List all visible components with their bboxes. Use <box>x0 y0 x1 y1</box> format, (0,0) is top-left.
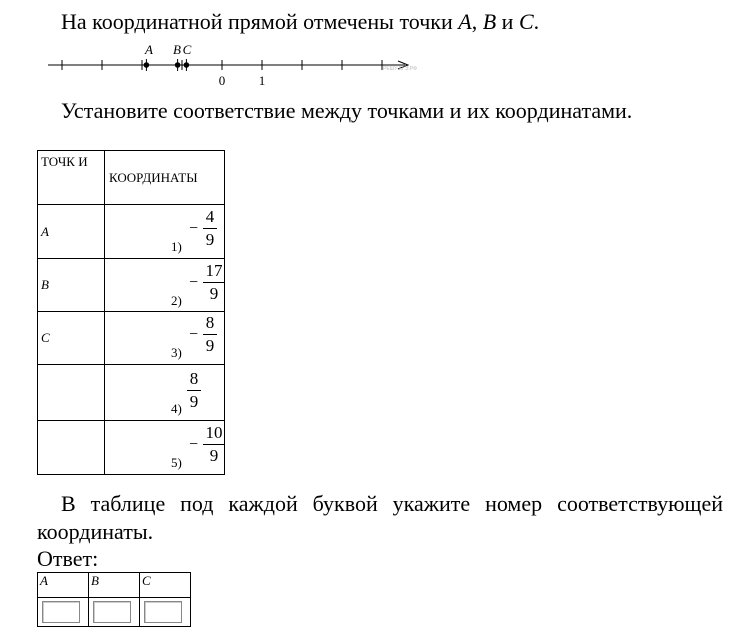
point-c <box>184 62 190 68</box>
header-points: ТОЧК И <box>38 151 105 205</box>
table-row <box>38 365 225 421</box>
numerator: 8 <box>189 369 199 388</box>
denominator: 9 <box>209 284 219 303</box>
point-label-a: A <box>145 42 153 57</box>
denominator: 9 <box>205 230 215 249</box>
tick-label-one: 1 <box>258 73 266 88</box>
answer-label: Ответ: <box>37 546 99 571</box>
instruction-text: Установите соответствие между точками и их координатами. <box>61 98 633 123</box>
table-row <box>38 312 225 365</box>
point-b <box>175 62 181 68</box>
denominator: 9 <box>209 446 219 465</box>
point-label-c: C <box>182 42 192 57</box>
minus-sign: − <box>189 436 199 453</box>
fraction <box>203 423 225 465</box>
minus-sign: − <box>189 220 199 237</box>
coordinate-option <box>105 365 225 421</box>
numerator: 4 <box>205 207 215 226</box>
table-row <box>38 205 225 259</box>
table-header-row <box>38 151 225 205</box>
numerator: 17 <box>205 261 223 280</box>
numerator: 10 <box>205 423 223 442</box>
point-letter: C <box>38 312 105 365</box>
point-label-b: B <box>173 42 181 57</box>
fraction <box>203 261 225 303</box>
fraction <box>203 207 217 249</box>
point-letter <box>38 421 105 475</box>
option-number: 5) <box>171 455 182 470</box>
point-letter: A <box>38 205 105 259</box>
point-letter <box>38 365 105 421</box>
answer-input-b[interactable] <box>93 601 131 623</box>
coordinate-option <box>105 259 225 312</box>
tick-label-zero: 0 <box>218 73 226 88</box>
answer-input-a[interactable] <box>42 601 80 623</box>
numerator: 8 <box>205 313 215 332</box>
intro-text: На координатной прямой отмечены точки A, B и C. <box>61 9 540 34</box>
footer-text-line2: координаты. <box>37 519 154 544</box>
option-number: 2) <box>171 293 182 308</box>
denominator: 9 <box>205 336 215 355</box>
option-number: 1) <box>171 239 182 254</box>
table-row <box>38 259 225 312</box>
answer-input-row <box>38 598 191 627</box>
answer-header-row <box>38 573 191 598</box>
point-a <box>144 62 150 68</box>
header-coordinates: КООРДИНАТЫ <box>105 151 225 205</box>
answer-column-c: C <box>140 573 191 598</box>
answer-cell <box>140 598 191 627</box>
minus-sign: − <box>189 326 199 343</box>
option-number: 3) <box>171 345 182 360</box>
fraction <box>187 369 201 411</box>
fraction <box>203 313 217 355</box>
answer-cell <box>89 598 140 627</box>
coordinate-option <box>105 421 225 475</box>
table-row <box>38 421 225 475</box>
answer-cell <box>38 598 89 627</box>
coordinate-option <box>105 205 225 259</box>
matching-table <box>37 150 225 475</box>
minus-sign: − <box>189 274 199 291</box>
answer-input-c[interactable] <box>144 601 182 623</box>
denominator: 9 <box>189 392 199 411</box>
point-letter: B <box>38 259 105 312</box>
footer-text-line1: В таблице под каждой буквой укажите номер соответствующей <box>61 491 723 516</box>
answer-table <box>37 572 191 627</box>
option-number: 4) <box>171 401 182 416</box>
watermark: РЕШУ ЕГЭ.РФ <box>383 66 417 72</box>
coordinate-option <box>105 312 225 365</box>
number-line <box>40 40 440 95</box>
answer-column-b: B <box>89 573 140 598</box>
answer-column-a: A <box>38 573 89 598</box>
